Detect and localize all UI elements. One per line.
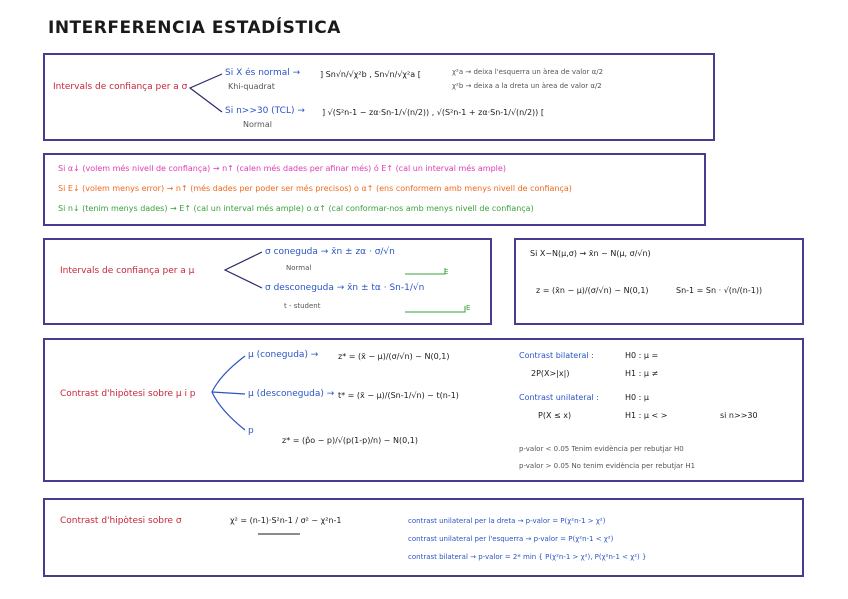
ci-mu-known-sub: Normal — [286, 264, 312, 272]
rule-n: Si n↓ (tenim menys dades) → E↑ (cal un interval més ample) o α↑ (cal conformar-nos amb menys nivell de confiança) — [58, 204, 534, 213]
ci-sigma-formula-normal: ] √(S²n-1 − zα·Sn-1/√(n/2)) , √(S²n-1 + zα·Sn-1/√(n/2)) [ — [322, 108, 544, 117]
ci-sigma-branch-tcl-sub: Normal — [243, 120, 272, 129]
ci-sigma-branch-tcl: Si n>>30 (TCL) → — [225, 106, 305, 116]
hyp-mu-unknown-label: μ (desconeguda) → — [248, 389, 335, 399]
dist-line-2: z = (x̄n − μ)/(σ/√n) ~ N(0,1) — [536, 286, 649, 295]
pvalue-rule-1: p-valor < 0.05 Tenim evidència per rebutjar H0 — [519, 445, 684, 453]
unilateral-pvalue: P(X ≤ x) — [538, 411, 572, 420]
pvalue-rule-2: p-valor > 0.05 No tenim evidència per rebutjar H1 — [519, 462, 696, 470]
ci-sigma-branch-normal-sub: Khi-quadrat — [228, 82, 275, 91]
hyp-mu-known-label: μ (coneguda) → — [248, 350, 319, 360]
hyp-sigma-formula: χ² = (n-1)·S²n-1 / σ² ~ χ²n-1 — [230, 516, 342, 525]
hyp-p-formula: z* = (p̂o − p)/√(p(1-p)/n) ~ N(0,1) — [282, 436, 418, 445]
hyp-p-label: p — [248, 426, 254, 436]
unilateral-note: si n>>30 — [720, 411, 758, 420]
ci-sigma-label: Intervals de confiança per a σ — [53, 82, 188, 92]
unilateral-h1: H1 : μ < > — [625, 411, 668, 420]
unilateral-h0: H0 : μ — [625, 393, 649, 402]
bilateral-label: Contrast bilateral : — [519, 351, 594, 360]
unilateral-label: Contrast unilateral : — [519, 393, 599, 402]
ci-sigma-formula-chi: ] Sn√n/√χ²b , Sn√n/√χ²a [ — [320, 70, 421, 79]
dist-line-1: Si X~N(μ,σ) → x̄n ~ N(μ, σ/√n) — [530, 249, 651, 258]
ci-sigma-box — [43, 53, 715, 141]
page-title: INTERFERENCIA ESTADÍSTICA — [48, 18, 341, 38]
ci-mu-label: Intervals de confiança per a μ — [60, 266, 195, 276]
bilateral-h0: H0 : μ = — [625, 351, 659, 360]
ci-mu-unknown-sub: t - student — [284, 302, 321, 310]
bilateral-pvalue: 2P(X>|x|) — [531, 369, 570, 378]
ci-sigma-note-a: χ²a → deixa l'esquerra un àrea de valor α/2 — [452, 68, 604, 76]
ci-sigma-branch-normal: Si X és normal → — [225, 68, 301, 78]
hyp-mu-unknown-formula: t* = (x̄ − μ)/(Sn-1/√n) ~ t(n-1) — [338, 391, 459, 400]
bilateral-h1: H1 : μ ≠ — [625, 369, 659, 378]
ci-sigma-note-b: χ²b → deixa a la dreta un àrea de valor α/2 — [452, 82, 602, 90]
rule-error: Si E↓ (volem menys error) → n↑ (més dades per poder ser més precisos) o α↑ (ens conformem amb menys nivell de confiança) — [58, 184, 572, 193]
ci-mu-unknown: σ desconeguda → x̄n ± tα · Sn-1/√n — [265, 283, 425, 293]
dist-line-3: Sn-1 = Sn · √(n/(n-1)) — [676, 286, 763, 295]
hyp-sigma-bilateral: contrast bilateral → p-valor = 2* min { P(χ²n-1 > χ²), P(χ²n-1 < χ²) } — [408, 553, 647, 561]
ci-mu-error-mark-2: E — [466, 304, 471, 312]
hyp-sigma-label: Contrast d'hipòtesi sobre σ — [60, 516, 182, 526]
hyp-sigma-right: contrast unilateral per la dreta → p-valor = P(χ²n-1 > χ²) — [408, 517, 606, 525]
ci-mu-known: σ coneguda → x̄n ± zα · σ/√n — [265, 247, 395, 257]
hyp-sigma-left: contrast unilateral per l'esquerra → p-valor = P(χ²n-1 < χ²) — [408, 535, 614, 543]
rule-alpha: Si α↓ (volem més nivell de confiança) → n↑ (calen més dades per afinar més) ó E↑ (cal un interval més ample) — [58, 164, 506, 173]
hyp-mu-p-label: Contrast d'hipòtesi sobre μ i p — [60, 389, 196, 399]
ci-mu-error-mark-1: E — [444, 268, 449, 276]
hyp-mu-known-formula: z* = (x̄ − μ)/(σ/√n) ~ N(0,1) — [338, 352, 450, 361]
